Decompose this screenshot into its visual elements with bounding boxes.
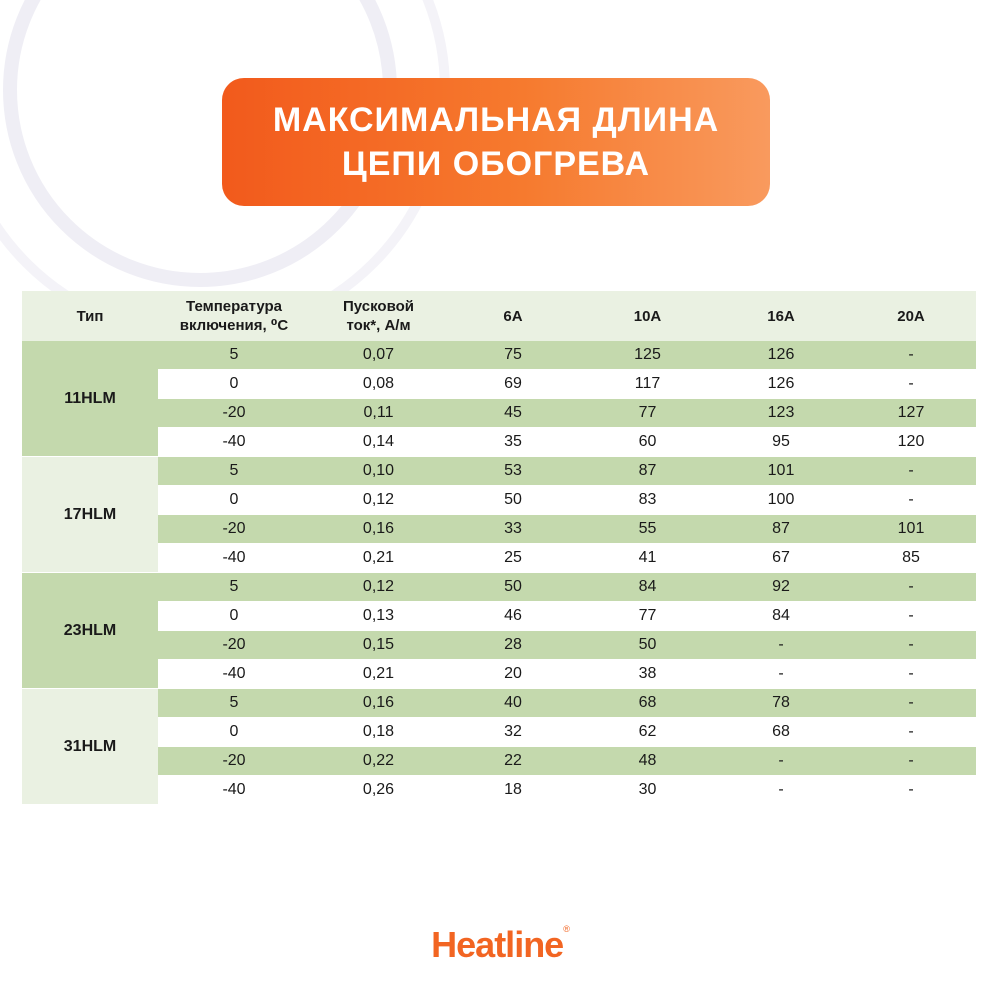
a16-cell: 84 <box>716 602 846 631</box>
a10-cell: 55 <box>579 515 716 544</box>
a20-cell: - <box>846 457 976 486</box>
a10-cell: 68 <box>579 689 716 718</box>
a10-cell: 87 <box>579 457 716 486</box>
header-temperature <box>158 291 310 341</box>
current-cell: 0,13 <box>310 602 447 631</box>
a10-cell: 77 <box>579 602 716 631</box>
table-row <box>22 747 976 776</box>
temp-cell: 5 <box>158 573 310 602</box>
table-header-row <box>22 291 976 341</box>
temp-cell: 5 <box>158 689 310 718</box>
a10-cell: 30 <box>579 776 716 805</box>
a6-cell: 50 <box>447 486 579 515</box>
table-row <box>22 602 976 631</box>
current-cell: 0,26 <box>310 776 447 805</box>
a20-cell: - <box>846 573 976 602</box>
current-cell: 0,08 <box>310 370 447 399</box>
a10-cell: 77 <box>579 399 716 428</box>
header-type: Тип <box>22 291 158 341</box>
current-cell: 0,07 <box>310 341 447 370</box>
header-current-line-1: Пусковой <box>343 298 414 315</box>
logo-text: Heatline <box>431 924 564 965</box>
a10-cell: 125 <box>579 341 716 370</box>
a6-cell: 45 <box>447 399 579 428</box>
a10-cell: 62 <box>579 718 716 747</box>
a6-cell: 53 <box>447 457 579 486</box>
table-row <box>22 776 976 805</box>
type-cell: 23HLM <box>22 573 158 689</box>
header-10a: 10А <box>579 291 716 341</box>
a6-cell: 18 <box>447 776 579 805</box>
header-16a: 16А <box>716 291 846 341</box>
a6-cell: 46 <box>447 602 579 631</box>
a10-cell: 41 <box>579 544 716 573</box>
temp-cell: 0 <box>158 370 310 399</box>
a20-cell: 85 <box>846 544 976 573</box>
current-cell: 0,21 <box>310 660 447 689</box>
heating-length-table <box>22 291 976 805</box>
table-row <box>22 515 976 544</box>
current-cell: 0,21 <box>310 544 447 573</box>
header-6a: 6А <box>447 291 579 341</box>
temp-cell: 0 <box>158 486 310 515</box>
a16-cell: - <box>716 660 846 689</box>
a16-cell: 126 <box>716 341 846 370</box>
a16-cell: 78 <box>716 689 846 718</box>
a10-cell: 83 <box>579 486 716 515</box>
a6-cell: 50 <box>447 573 579 602</box>
a20-cell: 101 <box>846 515 976 544</box>
type-cell: 31HLM <box>22 689 158 805</box>
a6-cell: 35 <box>447 428 579 457</box>
temp-cell: -40 <box>158 776 310 805</box>
table-body <box>22 341 976 805</box>
current-cell: 0,10 <box>310 457 447 486</box>
current-cell: 0,12 <box>310 486 447 515</box>
header-temperature-line-1: Температура <box>186 298 282 315</box>
table-row <box>22 428 976 457</box>
a10-cell: 117 <box>579 370 716 399</box>
a6-cell: 33 <box>447 515 579 544</box>
current-cell: 0,18 <box>310 718 447 747</box>
a6-cell: 25 <box>447 544 579 573</box>
current-cell: 0,11 <box>310 399 447 428</box>
current-cell: 0,22 <box>310 747 447 776</box>
a6-cell: 28 <box>447 631 579 660</box>
a20-cell: - <box>846 689 976 718</box>
a20-cell: - <box>846 602 976 631</box>
header-temperature-line-2: включения, ⁰С <box>179 317 289 334</box>
current-cell: 0,15 <box>310 631 447 660</box>
temp-cell: 5 <box>158 457 310 486</box>
a20-cell: 127 <box>846 399 976 428</box>
a20-cell: - <box>846 486 976 515</box>
current-cell: 0,16 <box>310 689 447 718</box>
table-row <box>22 631 976 660</box>
a20-cell: - <box>846 631 976 660</box>
table-row <box>22 544 976 573</box>
table-row <box>22 660 976 689</box>
temp-cell: 5 <box>158 341 310 370</box>
temp-cell: 0 <box>158 602 310 631</box>
temp-cell: -40 <box>158 428 310 457</box>
a16-cell: 92 <box>716 573 846 602</box>
table-row <box>22 457 976 486</box>
type-cell: 17HLM <box>22 457 158 573</box>
temp-cell: -20 <box>158 747 310 776</box>
current-cell: 0,16 <box>310 515 447 544</box>
current-cell: 0,12 <box>310 573 447 602</box>
header-start-current <box>310 291 447 341</box>
temp-cell: -20 <box>158 399 310 428</box>
a20-cell: - <box>846 776 976 805</box>
a20-cell: - <box>846 341 976 370</box>
a10-cell: 60 <box>579 428 716 457</box>
temp-cell: 0 <box>158 718 310 747</box>
temp-cell: -20 <box>158 631 310 660</box>
a20-cell: - <box>846 660 976 689</box>
a6-cell: 75 <box>447 341 579 370</box>
type-cell: 11HLM <box>22 341 158 457</box>
a16-cell: 68 <box>716 718 846 747</box>
registered-mark: ® <box>563 924 569 934</box>
table-row <box>22 399 976 428</box>
a6-cell: 22 <box>447 747 579 776</box>
a20-cell: - <box>846 747 976 776</box>
a16-cell: 67 <box>716 544 846 573</box>
temp-cell: -40 <box>158 660 310 689</box>
header-current-line-2: ток*, А/м <box>346 317 411 334</box>
a16-cell: 100 <box>716 486 846 515</box>
title-banner <box>222 78 770 206</box>
header-20a: 20А <box>846 291 976 341</box>
a6-cell: 69 <box>447 370 579 399</box>
a16-cell: 95 <box>716 428 846 457</box>
table-row <box>22 486 976 515</box>
table-row <box>22 718 976 747</box>
a10-cell: 48 <box>579 747 716 776</box>
title-line-1: МАКСИМАЛЬНАЯ ДЛИНА <box>272 101 720 139</box>
a10-cell: 38 <box>579 660 716 689</box>
temp-cell: -20 <box>158 515 310 544</box>
a16-cell: 101 <box>716 457 846 486</box>
a20-cell: - <box>846 370 976 399</box>
table-row <box>22 689 976 718</box>
table-row <box>22 370 976 399</box>
a6-cell: 40 <box>447 689 579 718</box>
a20-cell: 120 <box>846 428 976 457</box>
table-row <box>22 573 976 602</box>
a16-cell: - <box>716 776 846 805</box>
a10-cell: 50 <box>579 631 716 660</box>
a16-cell: 87 <box>716 515 846 544</box>
table-row <box>22 341 976 370</box>
a20-cell: - <box>846 718 976 747</box>
a16-cell: 126 <box>716 370 846 399</box>
a6-cell: 20 <box>447 660 579 689</box>
heatline-logo <box>0 924 1000 966</box>
a10-cell: 84 <box>579 573 716 602</box>
a6-cell: 32 <box>447 718 579 747</box>
title-line-2: ЦЕПИ ОБОГРЕВА <box>341 145 651 183</box>
current-cell: 0,14 <box>310 428 447 457</box>
a16-cell: - <box>716 747 846 776</box>
a16-cell: - <box>716 631 846 660</box>
a16-cell: 123 <box>716 399 846 428</box>
temp-cell: -40 <box>158 544 310 573</box>
